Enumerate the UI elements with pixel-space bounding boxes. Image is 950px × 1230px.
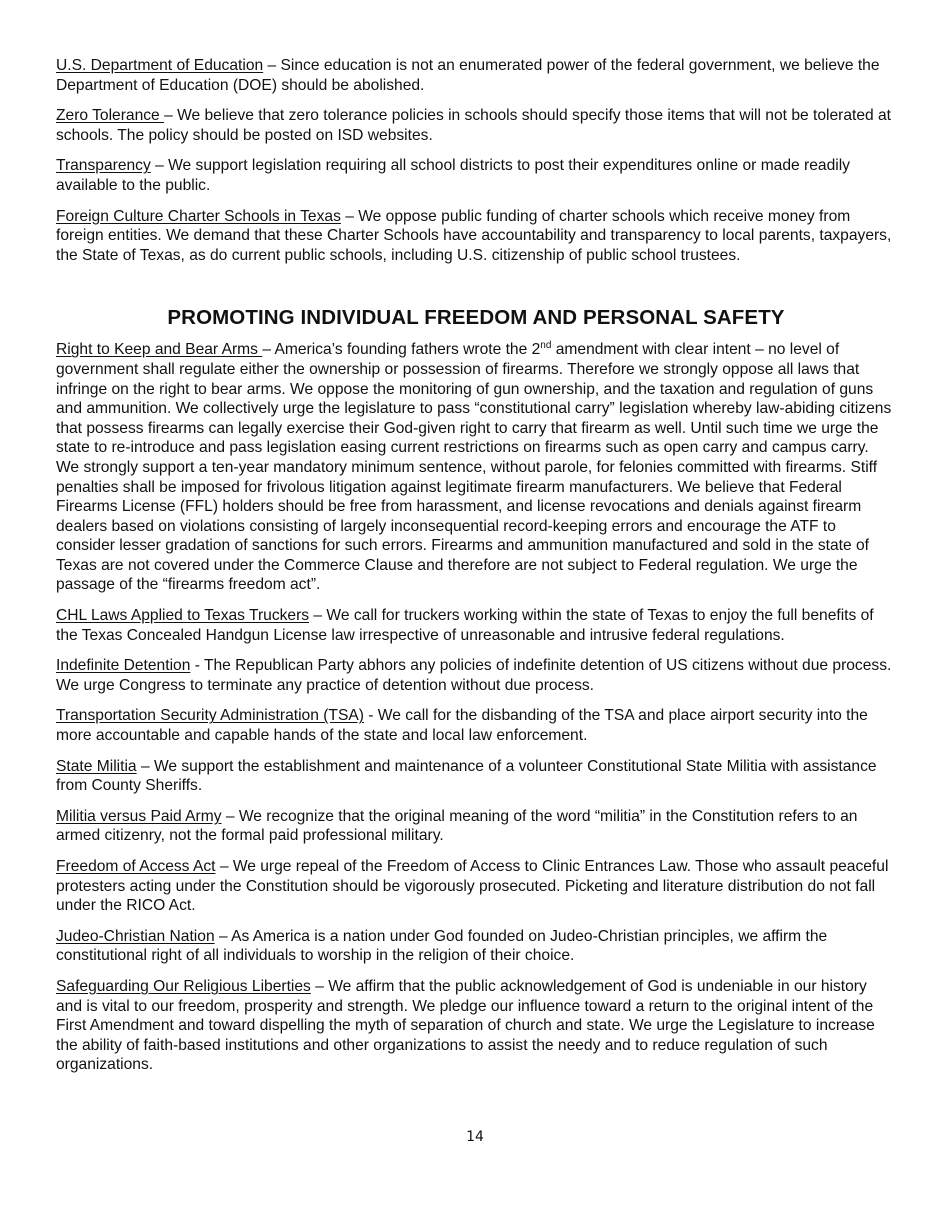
paragraph-transparency: [56, 156, 896, 195]
term-judeo-christian: Judeo-Christian Nation: [56, 927, 215, 945]
term-foreign-charter: Foreign Culture Charter Schools in Texas: [56, 207, 341, 225]
text-indefinite-detention: - The Republican Party abhors any policies of indefinite detention of US citizens without due process. We urge Congress to terminate any practice of detention without due process.: [56, 657, 892, 694]
term-doe: U.S. Department of Education: [56, 57, 264, 74]
term-chl-truckers: CHL Laws Applied to Texas Truckers: [56, 607, 310, 625]
paragraph-access-act: [56, 857, 896, 916]
section-spacer: [56, 276, 896, 306]
term-transparency: Transparency: [56, 157, 151, 175]
term-bear-arms: Right to Keep and Bear Arms: [56, 341, 263, 359]
term-zero-tolerance: Zero Tolerance: [56, 107, 165, 125]
text-chl-truckers: – We call for truckers working within the state of Texas to enjoy the full benefits of the Texas Concealed Handgun License law irrespective of unreasonable and intrusive federal regulations.: [56, 607, 874, 644]
text-access-act: – We urge repeal of the Freedom of Access to Clinic Entrances Law. Those who assault peaceful protesters acting under the Constitution should be vigorously prosecuted. Picketing and literature distribution do not fall under the RICO Act.: [56, 858, 889, 915]
text-bear-arms-rest: amendment with clear intent – no level of government shall regulate either the ownership or possession of firearms. Therefore we strongly oppose all laws that infringe on the right to bear arms. We oppose the monitoring of gun ownership, and the taxation and regulation of guns and ammunition. We collectively urge the legislature to pass “constitutional carry” legislation whereby law-abiding citizens that possess firearms can legally exercise their God-given right to carry that firearm as well. Until such time we urge the state to re-introduce and pass legislation easing current restrictions on firearms such as open carry and campus carry. We strongly support a ten-year mandatory minimum sentence, without parole, for felonies committed with firearms. Stiff penalties shall be imposed for frivolous litigation against legitimate firearm manufacturers. We believe that Federal Firearms License (FFL) holders should be free from harassment, and license revocations and denials against firearm dealers based on violations consisting of largely inconsequential record-keeping errors and encourage the ATF to consider lesser gradation of sanctions for such errors. Firearms and ammunition manufactured and sold in the state of Texas are not covered under the Commerce Clause and therefore are not subject to Federal regulation. We urge the passage of the “firearms freedom act”.: [56, 341, 892, 594]
paragraph-tsa: [56, 706, 896, 745]
text-foreign-charter: – We oppose public funding of charter schools which receive money from foreign entities. We demand that these Charter Schools have accountability and transparency to local parents, taxpayers, the State of Texas, as do current public schools, including U.S. citizenship of public school trustees.: [56, 207, 892, 264]
text-militia-vs-army: – We recognize that the original meaning of the word “militia” in the Constitution refers to an armed citizenry, not the formal paid professional military.: [56, 807, 858, 845]
text-bear-arms-start: – America’s founding fathers wrote the 2: [262, 341, 541, 359]
term-access-act: Freedom of Access Act: [56, 858, 216, 875]
text-religious-liberties: – We affirm that the public acknowledgement of God is undeniable in our history and is vital to our freedom, prosperity and strength. We pledge our influence toward a return to the original intent of the First Amendment and toward dispelling the myth of separation of church and state. We urge the Legislature to increase the ability of faith-based institutions and other organizations to assist the needy and to reduce regulation of such organizations.: [56, 977, 875, 1074]
text-state-militia: – We support the establishment and maintenance of a volunteer Constitutional State Militia with assistance from County Sheriffs.: [56, 757, 877, 795]
page-number: 14: [466, 1129, 484, 1145]
text-doe: – Since education is not an enumerated power of the federal government, we believe the Department of Education (DOE) should be abolished.: [56, 57, 880, 94]
section-heading: PROMOTING INDIVIDUAL FREEDOM AND PERSONAL SAFETY: [167, 306, 785, 330]
paragraph-judeo-christian: [56, 927, 896, 966]
text-judeo-christian: – As America is a nation under God founded on Judeo-Christian principles, we affirm the constitutional right of all individuals to worship in the religion of their choice.: [56, 927, 828, 965]
ordinal-superscript: nd: [540, 340, 552, 352]
paragraph-state-militia: [56, 757, 896, 796]
text-tsa: - We call for the disbanding of the TSA and place airport security into the more accountable and capable hands of the state and local law enforcement.: [56, 707, 868, 745]
term-state-militia: State Militia: [56, 757, 137, 775]
text-transparency: – We support legislation requiring all school districts to post their expenditures online or made readily available to the public.: [56, 157, 850, 194]
paragraph-chl-truckers: [56, 606, 896, 645]
paragraph-religious-liberties: [56, 977, 896, 1075]
term-militia-vs-army: Militia versus Paid Army: [56, 807, 222, 825]
paragraph-bear-arms: [56, 340, 896, 595]
term-tsa: Transportation Security Administration (TSA): [56, 707, 364, 725]
paragraph-foreign-charter: [56, 207, 896, 266]
text-zero-tolerance: – We believe that zero tolerance policies in schools should specify those items that will not be tolerated at schools. The policy should be posted on ISD websites.: [56, 107, 892, 144]
paragraph-doe: [56, 56, 896, 95]
document-page: [56, 56, 896, 1086]
term-religious-liberties: Safeguarding Our Religious Liberties: [56, 977, 311, 995]
paragraph-indefinite-detention: [56, 656, 896, 695]
term-indefinite-detention: Indefinite Detention: [56, 657, 191, 675]
paragraph-zero-tolerance: [56, 106, 896, 145]
paragraph-militia-vs-army: [56, 807, 896, 846]
